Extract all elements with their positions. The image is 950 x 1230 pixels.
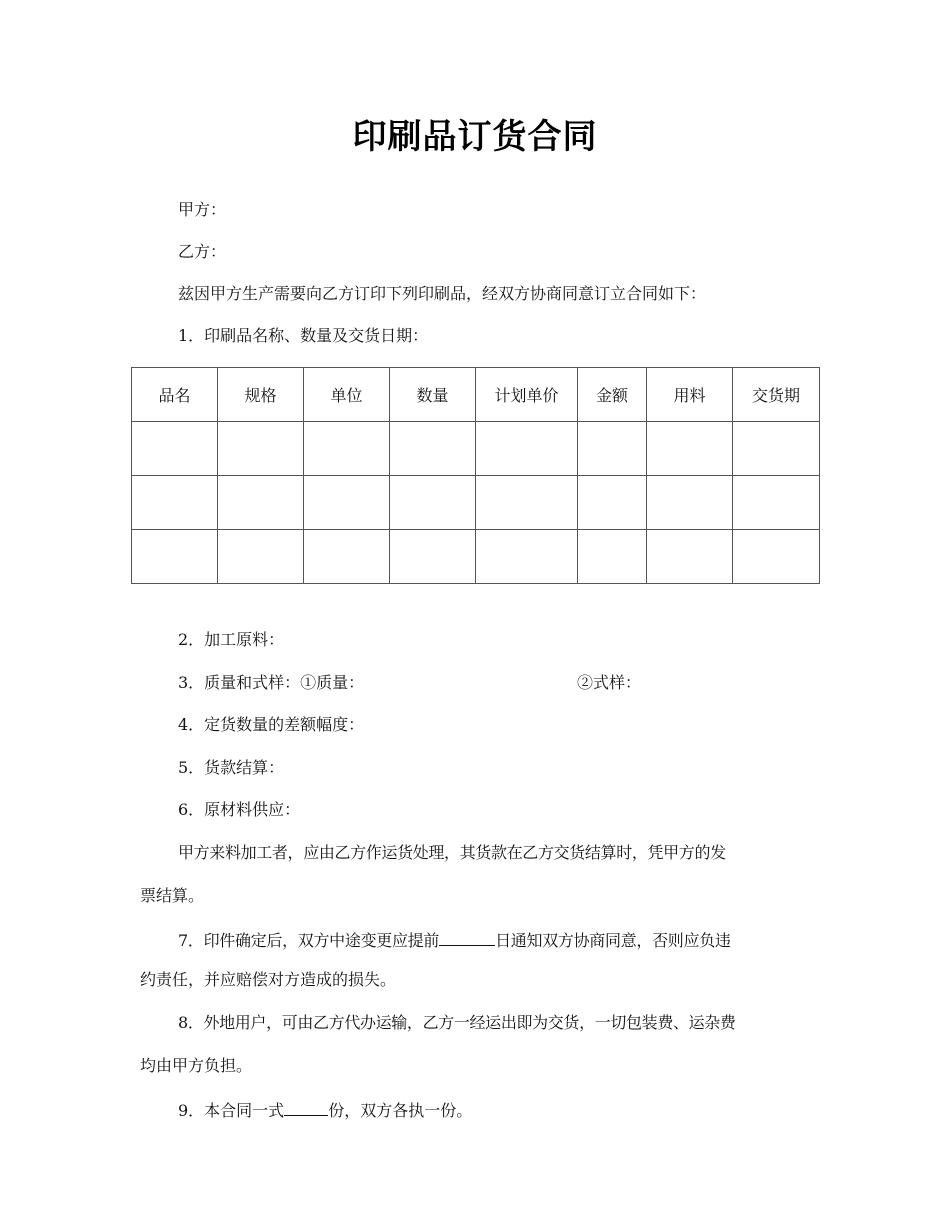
table-cell [647,422,733,476]
clause-7-text-before: 7．印件确定后，双方中途变更应提前 [178,931,440,950]
table-cell [218,530,304,584]
clause-9-text-after: 份，双方各执一份。 [328,1101,473,1120]
table-cell [476,530,578,584]
table-cell [390,476,476,530]
table-cell [578,530,647,584]
table-cell [578,422,647,476]
table-cell [733,530,820,584]
clause-9-text-before: 9．本合同一式 [178,1101,285,1120]
header-cell: 计划单价 [476,368,578,422]
table-cell [476,422,578,476]
clause-6: 6．原材料供应： [178,800,301,819]
table-row [132,530,820,584]
table-cell [132,530,218,584]
table-cell [304,476,390,530]
header-cell: 数量 [390,368,476,422]
table-cell [218,422,304,476]
clause-6-detail-line-1: 甲方来料加工者，应由乙方作运货处理，其货款在乙方交货结算时，凭甲方的发 [178,843,726,862]
table-cell [390,422,476,476]
header-cell: 品名 [132,368,218,422]
clause-7-line-1 [178,927,731,952]
table-header-row [132,368,820,422]
table-row [132,422,820,476]
table-cell [304,422,390,476]
clause-9 [178,1097,472,1122]
table-cell [132,422,218,476]
table-cell [132,476,218,530]
party-b-label: 乙方： [178,242,227,261]
clause-4: 4．定货数量的差额幅度： [178,715,365,734]
table-cell [476,476,578,530]
document-title: 印刷品订货合同 [352,117,598,157]
table-cell [304,530,390,584]
header-cell: 单位 [304,368,390,422]
table-row [132,476,820,530]
copies-count-blank[interactable] [284,1097,328,1116]
header-cell: 用料 [647,368,733,422]
table-cell [733,476,820,530]
clause-5: 5．货款结算： [178,758,285,777]
notice-days-blank[interactable] [439,927,495,946]
table-cell [647,476,733,530]
clause-8-line-1: 8．外地用户，可由乙方代办运输，乙方一经运出即为交货，一切包装费、运杂费 [178,1013,736,1032]
clause-6-detail-line-2: 票结算。 [140,886,205,905]
header-cell: 金额 [578,368,647,422]
clause-3-quality: 3．质量和式样：①质量： [178,673,365,692]
table-cell [218,476,304,530]
header-cell: 规格 [218,368,304,422]
clause-8-line-2: 均由甲方负担。 [140,1056,253,1075]
preamble: 兹因甲方生产需要向乙方订印下列印刷品，经双方协商同意订立合同如下： [178,284,707,303]
table-cell [578,476,647,530]
clause-1: 1．印刷品名称、数量及交货日期： [178,326,429,345]
table-cell [647,530,733,584]
items-table [131,367,820,584]
clause-3-style: ②式样： [577,673,642,692]
clause-2: 2．加工原料： [178,630,285,649]
table-cell [390,530,476,584]
table-cell [733,422,820,476]
clause-7-text-after: 日通知双方协商同意，否则应负违 [495,931,731,950]
party-a-label: 甲方： [178,200,227,219]
clause-7-line-2: 约责任，并应赔偿对方造成的损失。 [140,970,397,989]
header-cell: 交货期 [733,368,820,422]
